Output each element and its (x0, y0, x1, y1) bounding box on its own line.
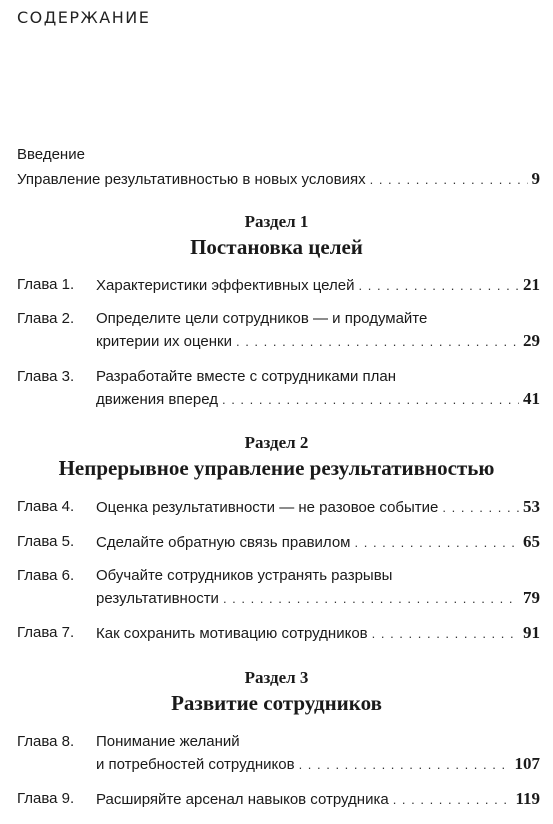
page-number: 29 (523, 331, 540, 350)
entry-title: Характеристики эффективных целей (96, 277, 355, 294)
entry-title-continued: результативности (96, 590, 219, 607)
chapter-number: Глава 3. (17, 368, 75, 385)
chapter-number: Глава 7. (17, 624, 75, 641)
leader-dots (393, 789, 512, 811)
entry-title: Как сохранить мотивацию сотрудников (96, 625, 368, 642)
entry-title: Оценка результативности — не разовое событие (96, 499, 439, 516)
entry-title: Обучайте сотрудников устранять разрывы (96, 567, 393, 584)
leader-dots (223, 588, 519, 610)
entry-title-continued: критерии их оценки (96, 333, 232, 350)
page-number: 107 (514, 754, 540, 773)
page-number: 91 (523, 623, 540, 642)
page-title: СОДЕРЖАНИЕ (17, 8, 151, 27)
leader-dots (372, 623, 519, 645)
section-title: Развитие сотрудников (171, 691, 382, 715)
leader-dots (236, 331, 519, 353)
section-label: Раздел 1 (244, 212, 309, 231)
chapter-number: Глава 2. (17, 310, 75, 327)
page-number: 21 (523, 275, 540, 294)
chapter-number: Глава 5. (17, 533, 75, 550)
page-number: 9 (531, 169, 540, 188)
entry-title-continued: движения вперед (96, 391, 218, 408)
entry-title: Определите цели сотрудников — и продумайте (96, 310, 428, 327)
page-number: 65 (523, 532, 540, 551)
section-label: Раздел 3 (244, 668, 309, 687)
chapter-number: Глава 6. (17, 567, 75, 584)
entry-title-continued: и потребностей сотрудников (96, 756, 295, 773)
chapter-number: Глава 4. (17, 498, 75, 515)
section-label: Раздел 2 (244, 433, 309, 452)
page-number: 41 (523, 389, 540, 408)
entry-title: Управление результативностью в новых условиях (17, 171, 366, 188)
page-number: 119 (515, 789, 540, 808)
section-title: Постановка целей (190, 235, 363, 259)
entry-title: Расширяйте арсенал навыков сотрудника (96, 791, 389, 808)
entry-title: Сделайте обратную связь правилом (96, 534, 351, 551)
entry-title: Разработайте вместе с сотрудниками план (96, 368, 397, 385)
intro-label: Введение (17, 146, 85, 163)
page-number: 79 (523, 588, 540, 607)
chapter-number: Глава 9. (17, 790, 75, 807)
leader-dots (442, 497, 519, 519)
leader-dots (355, 532, 520, 554)
chapter-number: Глава 8. (17, 733, 75, 750)
leader-dots (359, 275, 520, 297)
section-title: Непрерывное управление результативностью (58, 456, 495, 480)
entry-title: Понимание желаний (96, 733, 240, 750)
page-number: 53 (523, 497, 540, 516)
chapter-number: Глава 1. (17, 276, 75, 293)
leader-dots (299, 754, 511, 776)
leader-dots (370, 169, 528, 191)
leader-dots (222, 389, 519, 411)
